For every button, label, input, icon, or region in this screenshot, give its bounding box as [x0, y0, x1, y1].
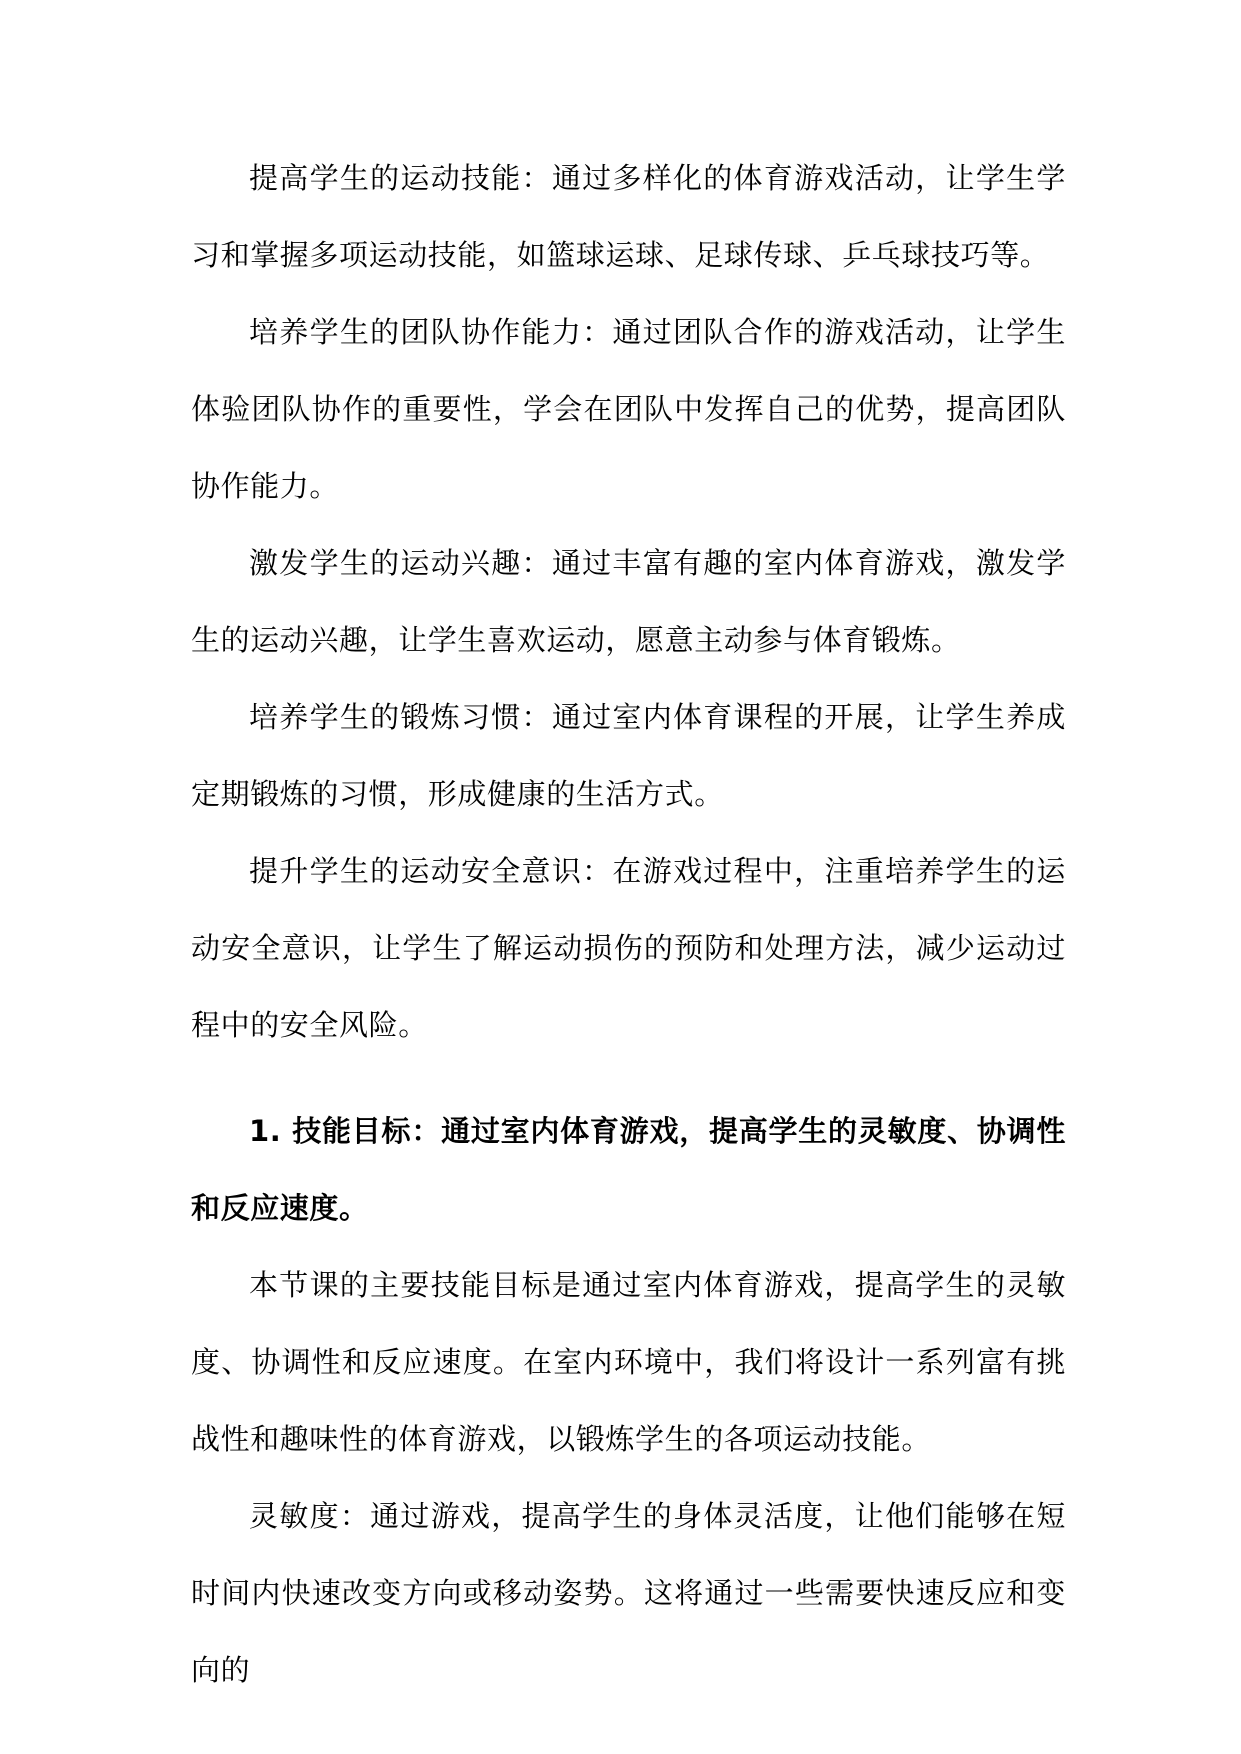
paragraph-safety-awareness: 提升学生的运动安全意识：在游戏过程中，注重培养学生的运动安全意识，让学生了解运动损伤的预防和处理方法，减少运动过程中的安全风险。	[191, 854, 1066, 1042]
paragraph-agility: 灵敏度：通过游戏，提高学生的身体灵活度，让他们能够在短时间内快速改变方向或移动姿势。这将通过一些需要快速反应和变向的	[191, 1499, 1066, 1687]
section-heading-skill-goal: 1. 技能目标：通过室内体育游戏，提高学生的灵敏度、协调性和反应速度。	[191, 1114, 1066, 1225]
paragraph-skill-goal-intro: 本节课的主要技能目标是通过室内体育游戏，提高学生的灵敏度、协调性和反应速度。在室内环境中，我们将设计一系列富有挑战性和趣味性的体育游戏，以锻炼学生的各项运动技能。	[191, 1268, 1066, 1456]
paragraph-interest: 激发学生的运动兴趣：通过丰富有趣的室内体育游戏，激发学生的运动兴趣，让学生喜欢运动，愿意主动参与体育锻炼。	[191, 546, 1066, 657]
paragraph-motor-skills: 提高学生的运动技能：通过多样化的体育游戏活动，让学生学习和掌握多项运动技能，如篮球运球、足球传球、乒乓球技巧等。	[191, 161, 1066, 272]
paragraph-teamwork: 培养学生的团队协作能力：通过团队合作的游戏活动，让学生体验团队协作的重要性，学会在团队中发挥自己的优势，提高团队协作能力。	[191, 315, 1066, 503]
paragraph-exercise-habit: 培养学生的锻炼习惯：通过室内体育课程的开展，让学生养成定期锻炼的习惯，形成健康的生活方式。	[191, 700, 1066, 811]
document-body	[191, 140, 1066, 1709]
